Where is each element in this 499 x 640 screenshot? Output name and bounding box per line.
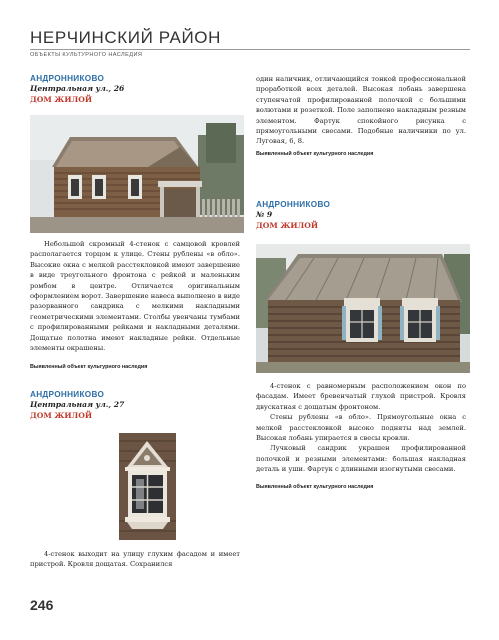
entry-description-3 — [256, 381, 466, 475]
description-paragraph: Небольшой скромный 4-стенок с самцовой кровлей располагается торцом к улице. Стены рублены «в обло». Высокие окна с мелкой расстекловкой имеют завершение в виде треугольного фронтона с рейкой и маленьким ромбом в центре. Отличается оригинальным оформлением ворот. Завершение навеса выполнено в виде разорванного сандрика с мелкими накладными геометрическими элементами. Столбы увенчаны тумбами с профилированными рейками и накладными деталями. Дощатые полотна имеют накладные рейки. Отдельные элементы окрашены. — [30, 240, 240, 353]
status-label: Выявленный объект культурного наследия — [256, 151, 374, 157]
house-photo-1-image — [30, 115, 244, 233]
entry-continuation — [256, 74, 466, 147]
description-paragraph: Стены рублены «в обло». Прямоугольные окна с мелкой расстекловкой высоко подняты над землей. Высокая лобань упирается в свесы кровли. — [256, 413, 466, 443]
entry-heading-1 — [30, 74, 240, 105]
entry-type: ДОМ ЖИЛОЙ — [30, 95, 93, 104]
continuation-paragraph: один наличник, отличающийся тонкой профессиональной проработкой всех деталей. Высокая лобань завершена ступенчатой профилированной полочкой с большими волютами и розеткой. Поле заполнено накладным резным элементом. Фартук спокойного рисунка с прямоугольными свесами. Подобные наличники по ул. Луговая, 6, 8. — [256, 75, 466, 146]
description-paragraph: Лучковый сандрик украшен профилированной полочкой и резными элементами: большая накладная деталь и уши. Фартук с длинными изогнутыми свесами. — [256, 444, 466, 474]
region-title: НЕРЧИНСКИЙ РАЙОН — [30, 28, 221, 47]
header-rule — [30, 49, 470, 50]
entry-address: № 9 — [256, 210, 273, 219]
entry-description-1 — [30, 239, 240, 353]
entry-address: Центральная ул., 27 — [30, 400, 125, 409]
status-label: Выявленный объект культурного наследия — [30, 364, 148, 370]
entry-heading-2 — [30, 390, 240, 421]
description-paragraph: 4-стенок выходит на улицу глухим фасадом и имеет пристрой. Кровля дощатая. Сохранился — [30, 550, 240, 569]
entry-heading-3 — [256, 200, 466, 231]
region-subtitle: ОБЪЕКТЫ КУЛЬТУРНОГО НАСЛЕДИЯ — [30, 52, 143, 58]
entry-type: ДОМ ЖИЛОЙ — [256, 221, 319, 230]
description-paragraph: 4-стенок с равномерным расположением окон по фасадам. Имеет бревенчатый глухой пристрой. Кровля двускатная с дощатым фронтоном. — [256, 382, 466, 411]
entry-location: АНДРОННИКОВО — [256, 200, 331, 209]
house-photo-2 — [256, 244, 470, 373]
entry-location: АНДРОННИКОВО — [30, 390, 105, 399]
entry-type: ДОМ ЖИЛОЙ — [30, 411, 93, 420]
entry-address: Центральная ул., 26 — [30, 84, 125, 93]
window-photo-image — [119, 433, 176, 540]
window-photo — [119, 433, 176, 540]
entry-description-2 — [30, 549, 240, 570]
entry-location: АНДРОННИКОВО — [30, 74, 105, 83]
house-photo-1 — [30, 115, 244, 233]
page-header — [30, 28, 470, 58]
page-number: 246 — [30, 597, 54, 613]
status-label: Выявленный объект культурного наследия — [256, 484, 374, 490]
house-photo-2-image — [256, 244, 470, 373]
